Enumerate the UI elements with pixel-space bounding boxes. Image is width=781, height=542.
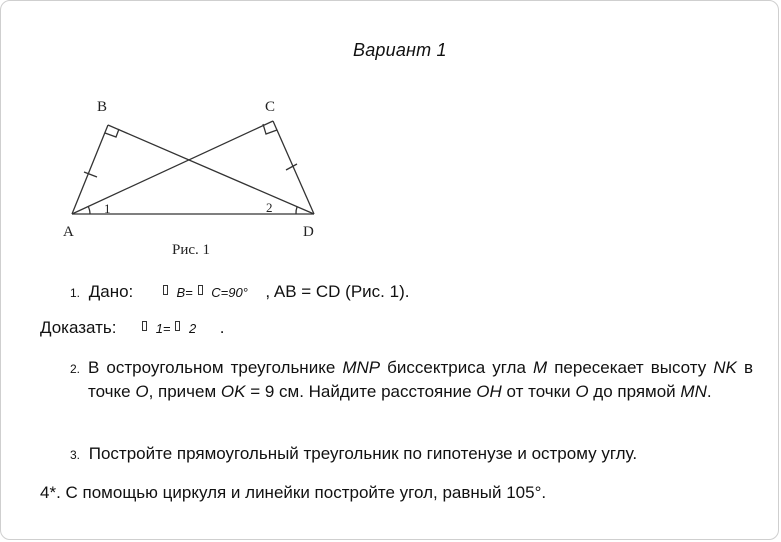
task2-text: В остроугольном треугольнике MNP биссектриса угла M пересекает высоту NK в точке O, причем OK = 9 см. Найдите расстояние OH от точки O до прямой MN. <box>88 358 753 401</box>
task1-given-text: , AB = CD (Рис. 1). <box>265 282 410 301</box>
point-label-c: C <box>265 99 276 115</box>
task2-number: 2. <box>70 362 81 376</box>
segment-ac <box>72 121 273 214</box>
task1-prove-formula: 1= <box>155 321 171 336</box>
angle-arc-2 <box>296 207 297 214</box>
figure-caption: Рис. 1 <box>172 242 211 258</box>
tick-ab <box>84 172 97 177</box>
task1-prove-line <box>40 318 224 338</box>
task4-line: 4*. С помощью циркуля и линейки постройте угол, равный 105°. <box>40 483 547 502</box>
page-title: Вариант 1 <box>353 40 447 60</box>
segment-bd <box>108 125 314 214</box>
angle-symbol-glyph <box>163 285 168 295</box>
point-label-b: B <box>97 99 108 115</box>
task3-text: Постройте прямоугольный треугольник по гипотенузе и острому углу. <box>88 444 638 463</box>
segment-cd <box>273 121 314 214</box>
task1-prove-label: Доказать: <box>40 318 117 337</box>
angle-label-2: 2 <box>266 200 273 215</box>
task1-given-formula-2: C=90° <box>211 285 248 300</box>
task1-prove-end: . <box>219 318 225 337</box>
segment-ab <box>72 125 108 214</box>
angle-label-1: 1 <box>104 201 111 216</box>
right-angle-b <box>105 129 119 137</box>
angle-arc-1 <box>88 206 90 214</box>
task1-given-label: Дано: <box>88 282 134 301</box>
task1-given-line <box>70 282 409 302</box>
point-label-d: D <box>303 224 314 240</box>
tick-cd <box>286 164 297 170</box>
task1-given-formula: B= <box>176 285 193 300</box>
angle-symbol-glyph <box>142 321 147 331</box>
angle-symbol-glyph <box>198 285 203 295</box>
angle-symbol-glyph <box>175 321 180 331</box>
task1-prove-formula-2: 2 <box>188 321 197 336</box>
task3-number: 3. <box>70 448 81 462</box>
task3-line <box>70 444 637 464</box>
point-label-a: A <box>63 224 74 240</box>
task1-number: 1. <box>70 286 81 300</box>
